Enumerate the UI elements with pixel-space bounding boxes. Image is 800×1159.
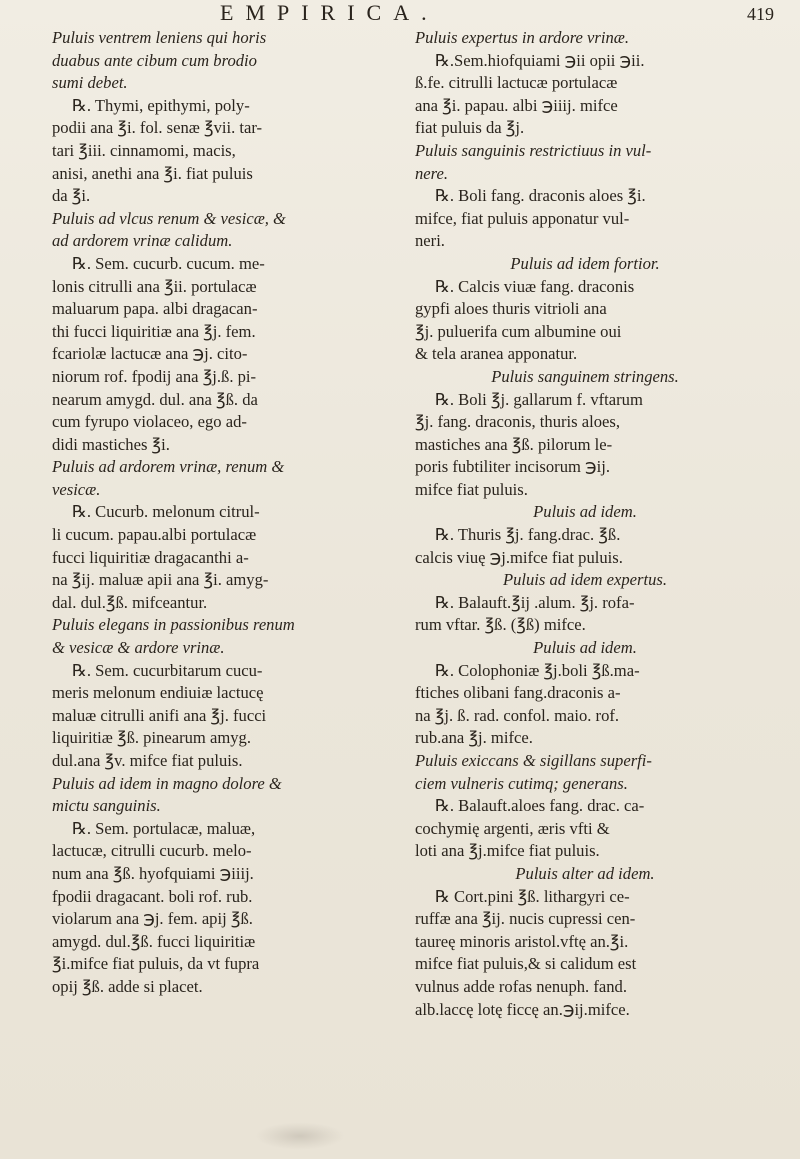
- recipe-heading: Puluis ad idem in magno dolore & mictu sanguinis.: [52, 773, 282, 816]
- recipe-heading: Puluis sanguinis restrictiuus in vul- nere.: [415, 140, 652, 183]
- recipe-heading: Puluis ad idem expertus.: [502, 570, 668, 590]
- recipe-heading: Puluis ad idem.: [533, 502, 637, 522]
- page-number: 419: [747, 4, 774, 24]
- recipe-text: ℞. Cucurb. melonum citrul- li cucum. papau.albi portulacæ fucci liquiritiæ dragacanthi a- na ℥ij. maluæ apii ana ℥i. amyg- dal. dul.℥ß. mifceantur.: [52, 502, 269, 612]
- recipe-text: ℞ Cort.pini ℥ß. lithargyri ce- ruffæ ana ℥ij. nucis cupressi cen- taureę minoris aristol.vftę an.℥i. mifce fiat puluis,& si calidum est vulnus adde rofas nenuph. fand. alb.laccę lotę ficcę an.℈ij.mifce.: [415, 886, 637, 1019]
- recipe-heading: Puluis exiccans & sigillans superfi- ciem vulneris cutimq; generans.: [415, 751, 652, 793]
- right-column: [415, 27, 755, 1021]
- recipe-heading: Puluis alter ad idem.: [515, 863, 655, 883]
- recipe-text: ℞. Balauft.aloes fang. drac. ca- cochymię argenti, æris vfti & loti ana ℥j.mifce fiat puluis.: [415, 796, 645, 861]
- recipe-heading: Puluis ad idem.: [533, 638, 637, 658]
- ink-smudge: [255, 1122, 345, 1150]
- left-column: [52, 27, 392, 999]
- recipe-heading: Puluis ventrem leniens qui horis duabus ante cibum cum brodio sumi debet.: [52, 28, 267, 93]
- recipe-text: ℞. Calcis viuæ fang. draconis gypfi aloes thuris vitrioli ana ℥j. puluerifa cum albumine oui & tela aranea apponatur.: [415, 276, 635, 364]
- recipe-text: ℞. Boli fang. draconis aloes ℥i. mifce, fiat puluis apponatur vul- neri.: [415, 186, 646, 251]
- recipe-text: ℞. Balauft.℥ij .alum. ℥j. rofa- rum vftar. ℥ß. (℥ß) mifce.: [415, 592, 635, 635]
- recipe-text: ℞. Sem. cucurb. cucum. me- lonis citrulli ana ℥ii. portulacæ maluarum papa. albi dragacan- thi fucci liquiritiæ ana ℥j. fem. fcariolæ lactucæ ana ℈j. cito- niorum rof. fpodij ana ℥j.ß. pi- nearum amygd. dul. ana ℥ß. da cum fyrupo violaceo, ego ad- didi mastiches ℥i.: [52, 253, 265, 454]
- recipe-text: ℞. Thymi, epithymi, poly- podii ana ℥i. fol. senæ ℥vii. tar- tari ℥iii. cinnamomi, macis, anisi, anethi ana ℥i. fiat puluis da ℥i.: [52, 95, 263, 206]
- recipe-text: ℞. Boli ℥j. gallarum f. vftarum ℥j. fang. draconis, thuris aloes, mastiches ana ℥ß. pilorum le- poris fubtiliter incisorum ℈ij. mifce fiat puluis.: [415, 389, 643, 499]
- recipe-heading: Puluis ad idem fortior.: [510, 253, 660, 273]
- recipe-heading: Puluis sanguinem stringens.: [491, 366, 679, 386]
- recipe-text: ℞. Thuris ℥j. fang.drac. ℥ß. calcis viuę ℈j.mifce fiat puluis.: [415, 525, 623, 567]
- recipe-heading: Puluis expertus in ardore vrinæ.: [415, 28, 630, 47]
- recipe-text: ℞.Sem.hiofquiami ℈ii opii ℈ii. ß.fe. citrulli lactucæ portulacæ ana ℥i. papau. albi ℈iiij. mifce fiat puluis da ℥j.: [415, 50, 645, 138]
- recipe-text: ℞. Colophoniæ ℥j.boli ℥ß.ma- ftiches olibani fang.draconis a- na ℥j. ß. rad. confol. maio. rof. rub.ana ℥j. mifce.: [415, 660, 640, 748]
- recipe-heading: Puluis ad vlcus renum & vesicæ, & ad ardorem vrinæ calidum.: [52, 208, 286, 251]
- recipe-text: ℞. Sem. portulacæ, maluæ, lactucæ, citrulli cucurb. melo- num ana ℥ß. hyofquiami ℈iiij. fpodii dragacant. boli rof. rub. violarum ana ℈j. fem. apij ℥ß. amygd. dul.℥ß. fucci liquiritiæ ℥i.mifce fiat puluis, da vt fupra opij ℥ß. adde si placet.: [52, 818, 260, 996]
- running-head: EMPIRICA.: [220, 0, 439, 25]
- recipe-heading: Puluis ad ardorem vrinæ, renum & vesicæ.: [52, 457, 285, 499]
- recipe-text: ℞. Sem. cucurbitarum cucu- meris melonum endiuiæ lactucę maluæ citrulli anifi ana ℥j. fucci liquiritiæ ℥ß. pinearum amyg. dul.ana ℥v. mifce fiat puluis.: [52, 660, 267, 770]
- recipe-heading: Puluis elegans in passionibus renum & vesicæ & ardore vrinæ.: [52, 615, 295, 658]
